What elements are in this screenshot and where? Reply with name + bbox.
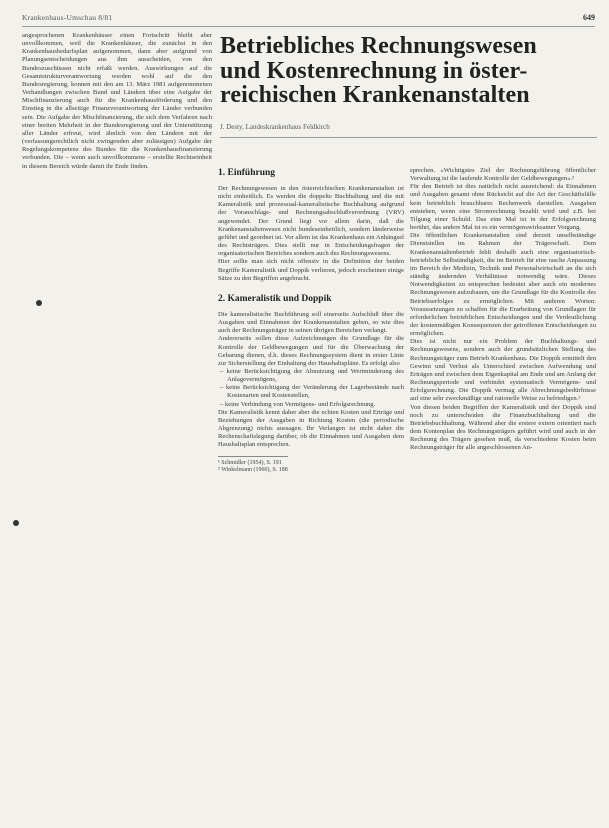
page-number: 649 — [583, 13, 595, 22]
title-line-2: und Kostenrechnung in öster- — [220, 57, 528, 84]
paragraph: sprechen. »Wichtigstes Ziel der Rechnungsführung öffentlicher Verwaltung ist die laufende Kontrolle der Geldbewegungen«.² — [410, 167, 596, 183]
paragraph: Für den Betrieb ist dies natürlich nicht ausreichend: da Einnahmen und Ausgaben gesamt ohne Rücksicht auf die Art der Geschäftsfälle kein betrieblich brauchbares Rechenwerk darstellen. Ausgaben entstehen, wenn eine Stromrechnung bezahlt wird und z.B. bei Tilgung einer Schuld. Das eine Mal ist in der Erfolgsrechnung berührt, das andere Mal ist es ein vermögenswirksamer Vorgang. — [410, 183, 596, 232]
paragraph: Hier sollte man sich nicht offensiv in die Definition der beiden Begriffe Kameralistik und Doppik verlieren, jedoch erscheinen einige Sätze zu den Begriffen angebracht. — [218, 258, 404, 282]
author-byline: J. Desty, Landeskrankenhaus Feldkirch — [220, 123, 330, 131]
article-column-left — [218, 167, 404, 475]
punch-hole-mark — [36, 300, 42, 306]
paragraph: Die kameralistische Buchführung soll einerseits Aufschluß über die Ausgaben und Einnahmen der Krankenanstalten geben, so wie dies auch der Rechnungsträger in seinen übrigen Bereichen verlangt. — [218, 310, 404, 335]
paragraph: Dies ist nicht nur ein Problem der Buchhaltungs- und Rechnungswesens, sondern auch der grundsätzlichen Stellung des Rechnungsträger zum Betrieb Krankenhaus. Die Doppik ermittelt den Gewinn und Verlust als Unterschied zwischen Aufwendung und Erträgen und zwischen dem Eigenkapital am Ende und am Anfang der Rechnungsperiode und verbindet systematisch Vermögens- und Erfolgsrechnung. Die Doppik vermag alle Abrechnungsbedürfnisse auf eine sehr zweckmäßige und rationelle Weise zu befriedigen.² — [410, 338, 596, 403]
paragraph: Der Rechnungswesen in den österreichischen Krankenanstalten ist nicht einheitlich. Es werden die doppelte Buchhaltung und die mit Kameralistik und prozessual-kameralistische Buchhaltung aufgrund der Voranschlags- und Rechnungsabschlußverordnung (VRV) angewendet. Der Grund liegt vor allem darin, daß die Krankenanstaltenwesen nicht bundeseinheitlich, sondern länderweise geführt und geordnet ist. Vor allem ist das Krankenhaus ein Anhängsel des Rechtsträgers. Dies stellt nur in Entscheidungsfragen der organisatorischen Bereiches sondern auch des Rechnungswesens. — [218, 185, 404, 258]
paragraph: Die Kameralistik kennt daher aber die echten Kosten und Erträge und Beziehungen der Ausgaben in Richtung Kosten (die periodische Abgrenzung) nichts aussagen. Ihr Verlangen ist nicht daher die Rechenschaftslegung darüber, ob die Einnahmen und Ausgaben dem Haushaltsplan entsprechen. — [218, 408, 404, 449]
paragraph: Die öffentlichen Krankenanstalten sind derzeit unselbständige Dienststellen im Rahmen der Trägerschaft. Dem Krankenanstaltenbetrieb fehlt deshalb auch eine organisatorisch-betriebliche Selbständigkeit, die im Betrieb für eine rasche Anpassung im Bereich der Medizin, Technik und Personalwirtschaft an die sich ständig ändernden Verhältnisse notwendig wäre. Dieses Notwendigkeiten zu entsprechen bedeutet aber auch ein modernes Rechnungswesen aufzubauen, um die Grundlage für die Kontrolle des Betriebserfolges zu ermöglichen. Mit anderen Worten: Voraussetzungen zu schaffen für die Erarbeitung von Grundlagen für erforderlichen betrieblichen Entscheidungen und die Verdeutlichung der kostenmäßigen Konsequenzen der getroffenen Entscheidungen zu ermöglichen. — [410, 232, 596, 338]
footnote: ² Winkelmann (1960), S. 188 — [218, 467, 288, 474]
paragraph: Von diesen beiden Begriffen der Kameralistik und der Doppik sind noch zu unterscheiden die Finanzbuchhaltung und die Betriebsbuchhaltung. Während aber die erstere extern orientiert nach dem Kontenplan des Rechnungsträgers geführt wird und auch in der Rechnung des Trägers gesehen muß, da verschiedene Kosten beim Rechnungsträger für alle angeschlossenen An- — [410, 403, 596, 452]
previous-article-text: angesprochenen Krankenhäuser einen Fortschritt bleibt aber unvollkommen, weil die Krankenhäuser, die zunächst in den Krankenhausbedarfsplan aufgenommen, dann aber aufgrund von Planungsentscheidungen aus ihm ausscheiden, von den Bundeszuschüssen nicht erfaßt werden. Auswirkungen auf die Gesamtstrukturverantwortung werden wohl auf die den Bundesregierung, konnen mit den am 13. März 1981 aufgenommenen Verhandlungen zwischen Bund und Ländern über eine Aufgabe der Mischfinanzierung auch für die Krankenhausförderung und den Einstieg in die allseitige Finanzverantwortung der Länder verbunden sein. Die Aufgabe der Mischfinanzierung, die sich dem Verfahren nach einer breiten Mehrheit in der Bundesregierung und der Unterstützung aller Länder erfreut, wird ähnlich von den Ländern mit der (verfassungsrechtlich nicht zwingenden aber zulässigen) Aufgabe der Regelungskompetenz des Bundes für die Krankenhausfinanzierung verbunden. Die – wenn auch unvollkommene – erstellte Rechtseinheit in diesem Bereich würde damit ihr Ende finden. — [22, 32, 212, 170]
header-rule — [22, 26, 595, 27]
list-item: – keine Berücksichtigung der Abnutzung und Wertminderung des Anlagevermögens, — [220, 367, 404, 384]
running-head — [22, 13, 595, 25]
title-line-1: Betriebliches Rechnungswesen — [220, 33, 537, 59]
footnote: ¹ Schmidler (1954), S. 191 — [218, 459, 282, 466]
list-item: – keine Verbindung von Vermögens- und Erfolgsrechnung. — [220, 400, 376, 408]
paragraph: Andererseits sollen diese Aufzeichnungen die Grundlage für die Kontrolle der Geldbewegungen und für die Überwachung der Gebarung dienen, d.h. dieses Rechnungssystem dient in erster Linie zur Sicherstellung der Einhaltung der Haushaltspläne. Es erfolgt also — [218, 335, 404, 367]
article-column-right — [410, 167, 596, 452]
byline-rule — [220, 137, 597, 138]
punch-hole-mark — [13, 520, 19, 526]
section-heading-cameralistics: 2. Kameralistik und Doppik — [218, 293, 332, 304]
footnote-rule — [218, 456, 288, 457]
bullet-list — [218, 368, 404, 409]
title-line-3: reichischen Krankenanstalten — [220, 82, 530, 108]
article-title — [220, 34, 600, 108]
journal-name: Krankenhaus-Umschau 8/81 — [22, 13, 113, 22]
section-heading-introduction: 1. Einführung — [218, 168, 276, 178]
previous-article-column — [22, 32, 212, 171]
list-item: – keine Berücksichtigung der Veränderung der Lagerbestände nach Kostenarten und Kostenstellen, — [220, 384, 404, 400]
